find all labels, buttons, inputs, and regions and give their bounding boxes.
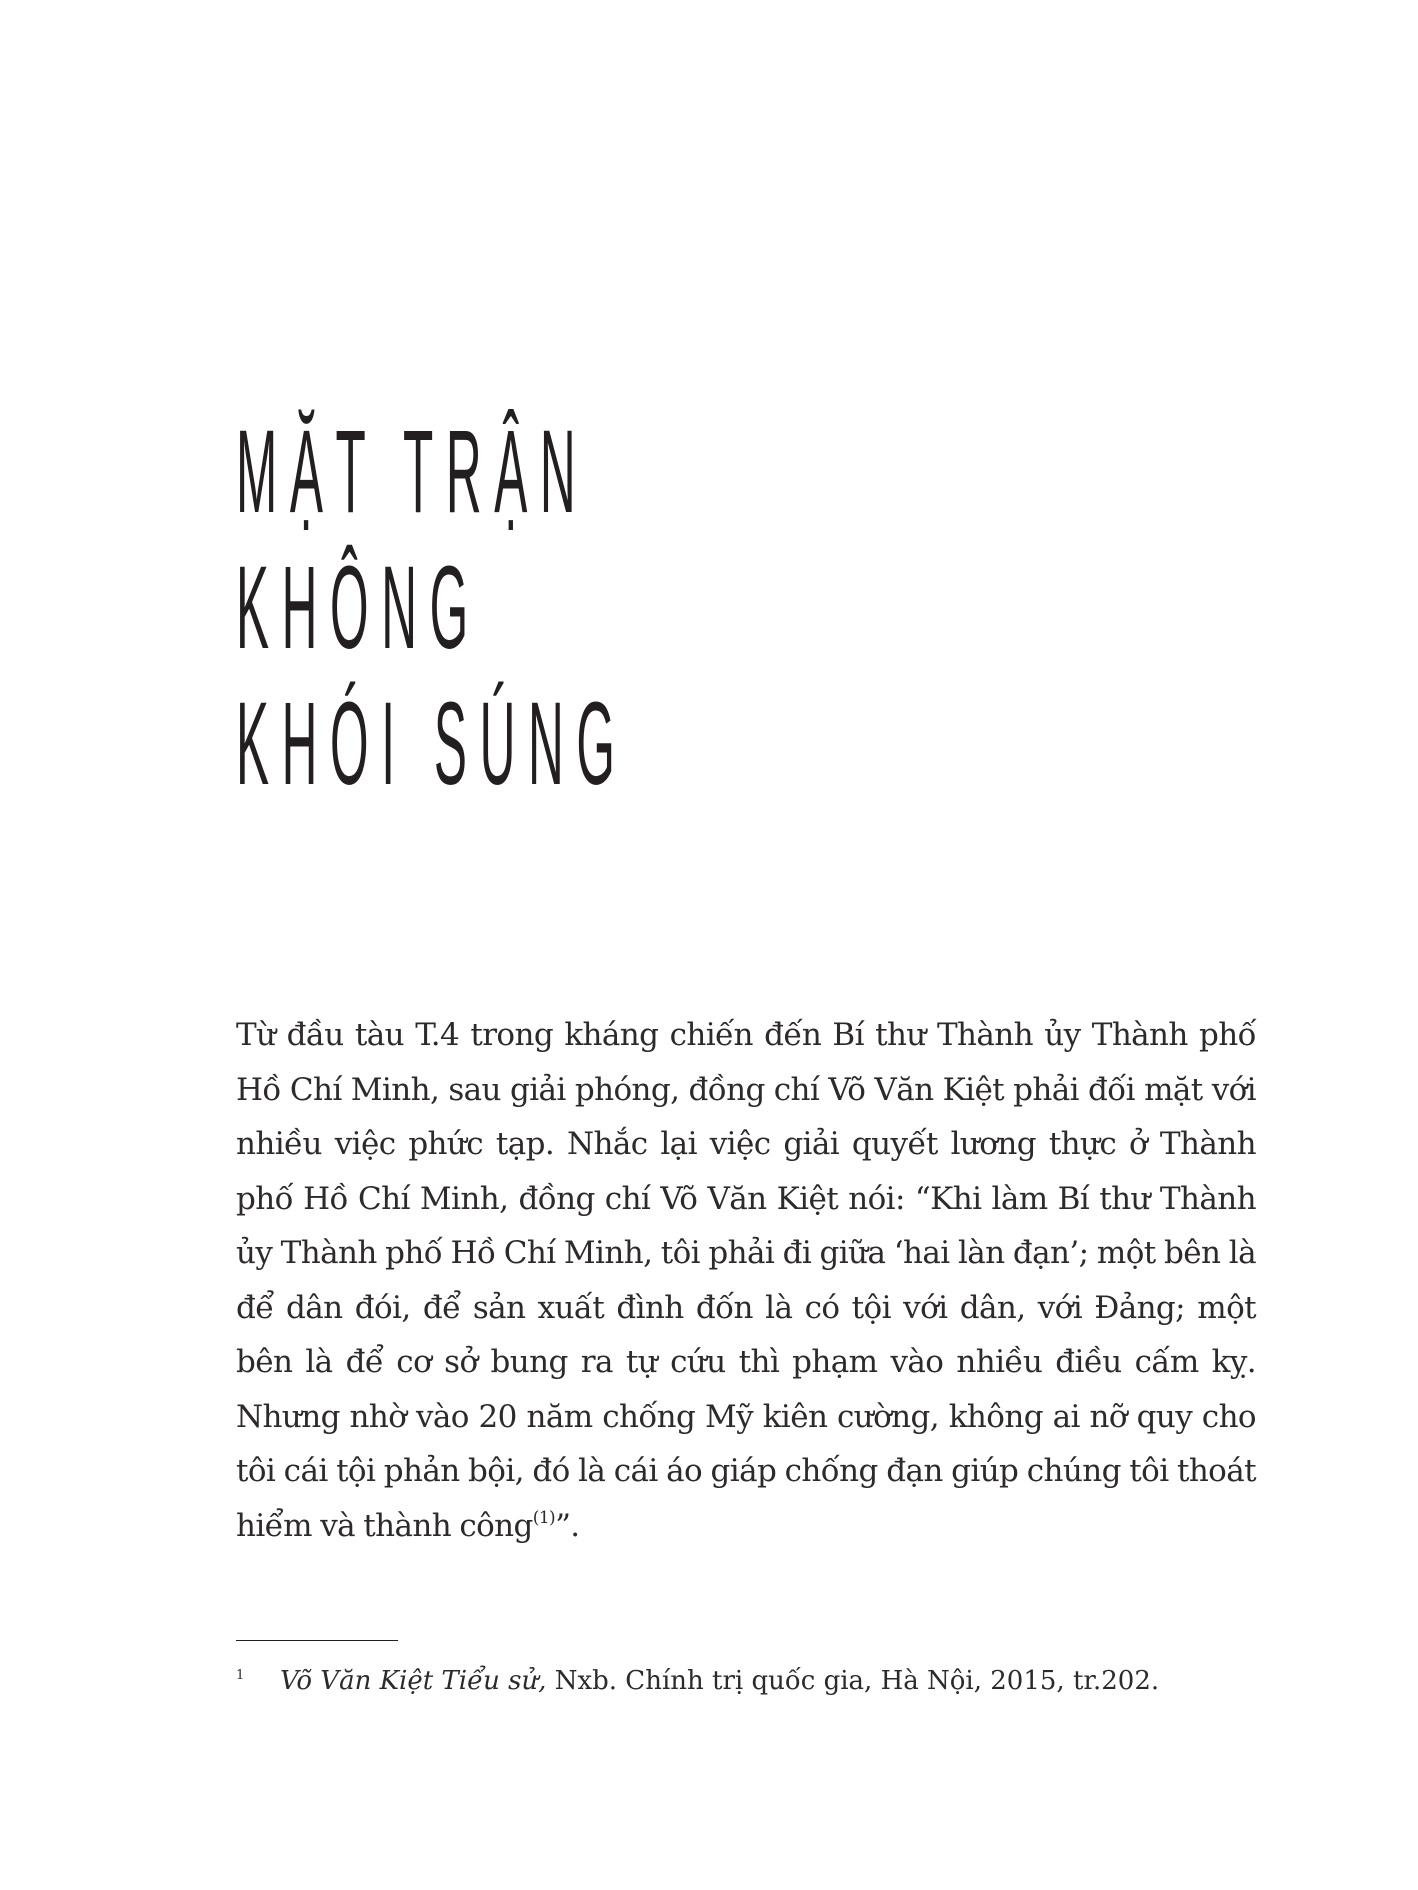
footnote: 1 Võ Văn Kiệt Tiểu sử, Nxb. Chính trị quốc gia, Hà Nội, 2015, tr.202. bbox=[236, 1666, 1160, 1696]
footnote-reference: (1) bbox=[532, 1507, 556, 1528]
chapter-title-line-2: KHÔNG bbox=[236, 542, 481, 674]
chapter-title-line-1: MẶT TRẬN bbox=[236, 406, 589, 538]
body-paragraph bbox=[236, 1008, 1256, 1553]
chapter-title-line-3: KHÓI SÚNG bbox=[236, 678, 628, 810]
body-paragraph-closing: ”. bbox=[555, 1507, 580, 1544]
footnote-divider bbox=[236, 1640, 398, 1641]
chapter-title bbox=[236, 404, 628, 812]
footnote-source-details: Nxb. Chính trị quốc gia, Hà Nội, 2015, tr.202. bbox=[546, 1666, 1160, 1696]
footnote-source-title: Võ Văn Kiệt Tiểu sử, bbox=[280, 1666, 547, 1696]
body-paragraph-text: Từ đầu tàu T.4 trong kháng chiến đến Bí thư Thành ủy Thành phố Hồ Chí Minh, sau giải phóng, đồng chí Võ Văn Kiệt phải đối mặt với nhiều việc phức tạp. Nhắc lại việc giải quyết lương thực ở Thành phố Hồ Chí Minh, đồng chí Võ Văn Kiệt nói: “Khi làm Bí thư Thành ủy Thành phố Hồ Chí Minh, tôi phải đi giữa ‘hai làn đạn’; một bên là để dân đói, để sản xuất đình đốn là có tội với dân, với Đảng; một bên là để cơ sở bung ra tự cứu thì phạm vào nhiều điều cấm kỵ. Nhưng nhờ vào 20 năm chống Mỹ kiên cường, không ai nỡ quy cho tôi cái tội phản bội, đó là cái áo giáp chống đạn giúp chúng tôi thoát hiểm và thành công bbox=[236, 1017, 1256, 1544]
